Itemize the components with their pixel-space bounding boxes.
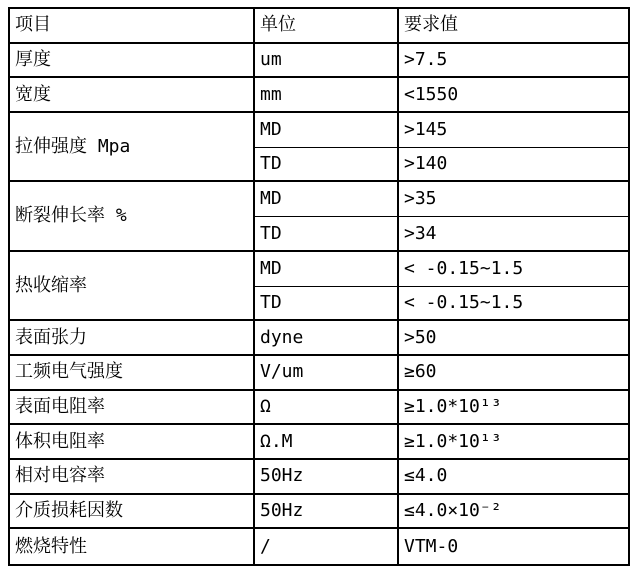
value-cell: >145 <box>399 113 628 148</box>
unit-cell: TD <box>255 148 399 183</box>
item-cell: 表面电阻率 <box>10 391 255 426</box>
col-header-unit: 单位 <box>255 9 399 44</box>
value-cell: >140 <box>399 148 628 183</box>
table-row <box>10 391 628 426</box>
table-row <box>10 321 628 356</box>
unit-cell: Ω <box>255 391 399 426</box>
value-cell: ≥1.0*10¹³ <box>399 391 628 426</box>
value-cell: >50 <box>399 321 628 356</box>
table-row <box>10 495 628 530</box>
value-cell: ≥1.0*10¹³ <box>399 425 628 460</box>
item-cell: 拉伸强度 Mpa <box>10 113 255 182</box>
table-row <box>10 182 628 217</box>
item-cell: 热收缩率 <box>10 252 255 321</box>
item-cell: 介质损耗因数 <box>10 495 255 530</box>
unit-cell: MD <box>255 182 399 217</box>
table-row <box>10 356 628 391</box>
table-row <box>10 44 628 79</box>
table-row <box>10 113 628 148</box>
value-cell: < -0.15~1.5 <box>399 287 628 322</box>
unit-cell: MD <box>255 252 399 287</box>
item-cell: 体积电阻率 <box>10 425 255 460</box>
item-cell: 工频电气强度 <box>10 356 255 391</box>
item-cell: 厚度 <box>10 44 255 79</box>
table-row <box>10 529 628 564</box>
header-row <box>10 9 628 44</box>
value-cell: ≤4.0 <box>399 460 628 495</box>
table-row <box>10 425 628 460</box>
table-row <box>10 78 628 113</box>
table-row <box>10 252 628 287</box>
unit-cell: dyne <box>255 321 399 356</box>
item-cell: 表面张力 <box>10 321 255 356</box>
col-header-item: 项目 <box>10 9 255 44</box>
value-cell: < -0.15~1.5 <box>399 252 628 287</box>
unit-cell: mm <box>255 78 399 113</box>
unit-cell: TD <box>255 287 399 322</box>
unit-cell: Ω.M <box>255 425 399 460</box>
value-cell: >35 <box>399 182 628 217</box>
unit-cell: um <box>255 44 399 79</box>
spec-table <box>8 7 630 566</box>
item-cell: 燃烧特性 <box>10 529 255 564</box>
unit-cell: TD <box>255 217 399 252</box>
unit-cell: V/um <box>255 356 399 391</box>
value-cell: <1550 <box>399 78 628 113</box>
unit-cell: MD <box>255 113 399 148</box>
unit-cell: 50Hz <box>255 495 399 530</box>
item-cell: 断裂伸长率 % <box>10 182 255 251</box>
value-cell: ≥60 <box>399 356 628 391</box>
value-cell: >34 <box>399 217 628 252</box>
unit-cell: / <box>255 529 399 564</box>
unit-cell: 50Hz <box>255 460 399 495</box>
value-cell: >7.5 <box>399 44 628 79</box>
col-header-value: 要求值 <box>399 9 628 44</box>
table-row <box>10 460 628 495</box>
item-cell: 宽度 <box>10 78 255 113</box>
value-cell: VTM-0 <box>404 535 459 557</box>
item-cell: 相对电容率 <box>10 460 255 495</box>
value-cell: ≤4.0×10⁻² <box>399 495 628 530</box>
